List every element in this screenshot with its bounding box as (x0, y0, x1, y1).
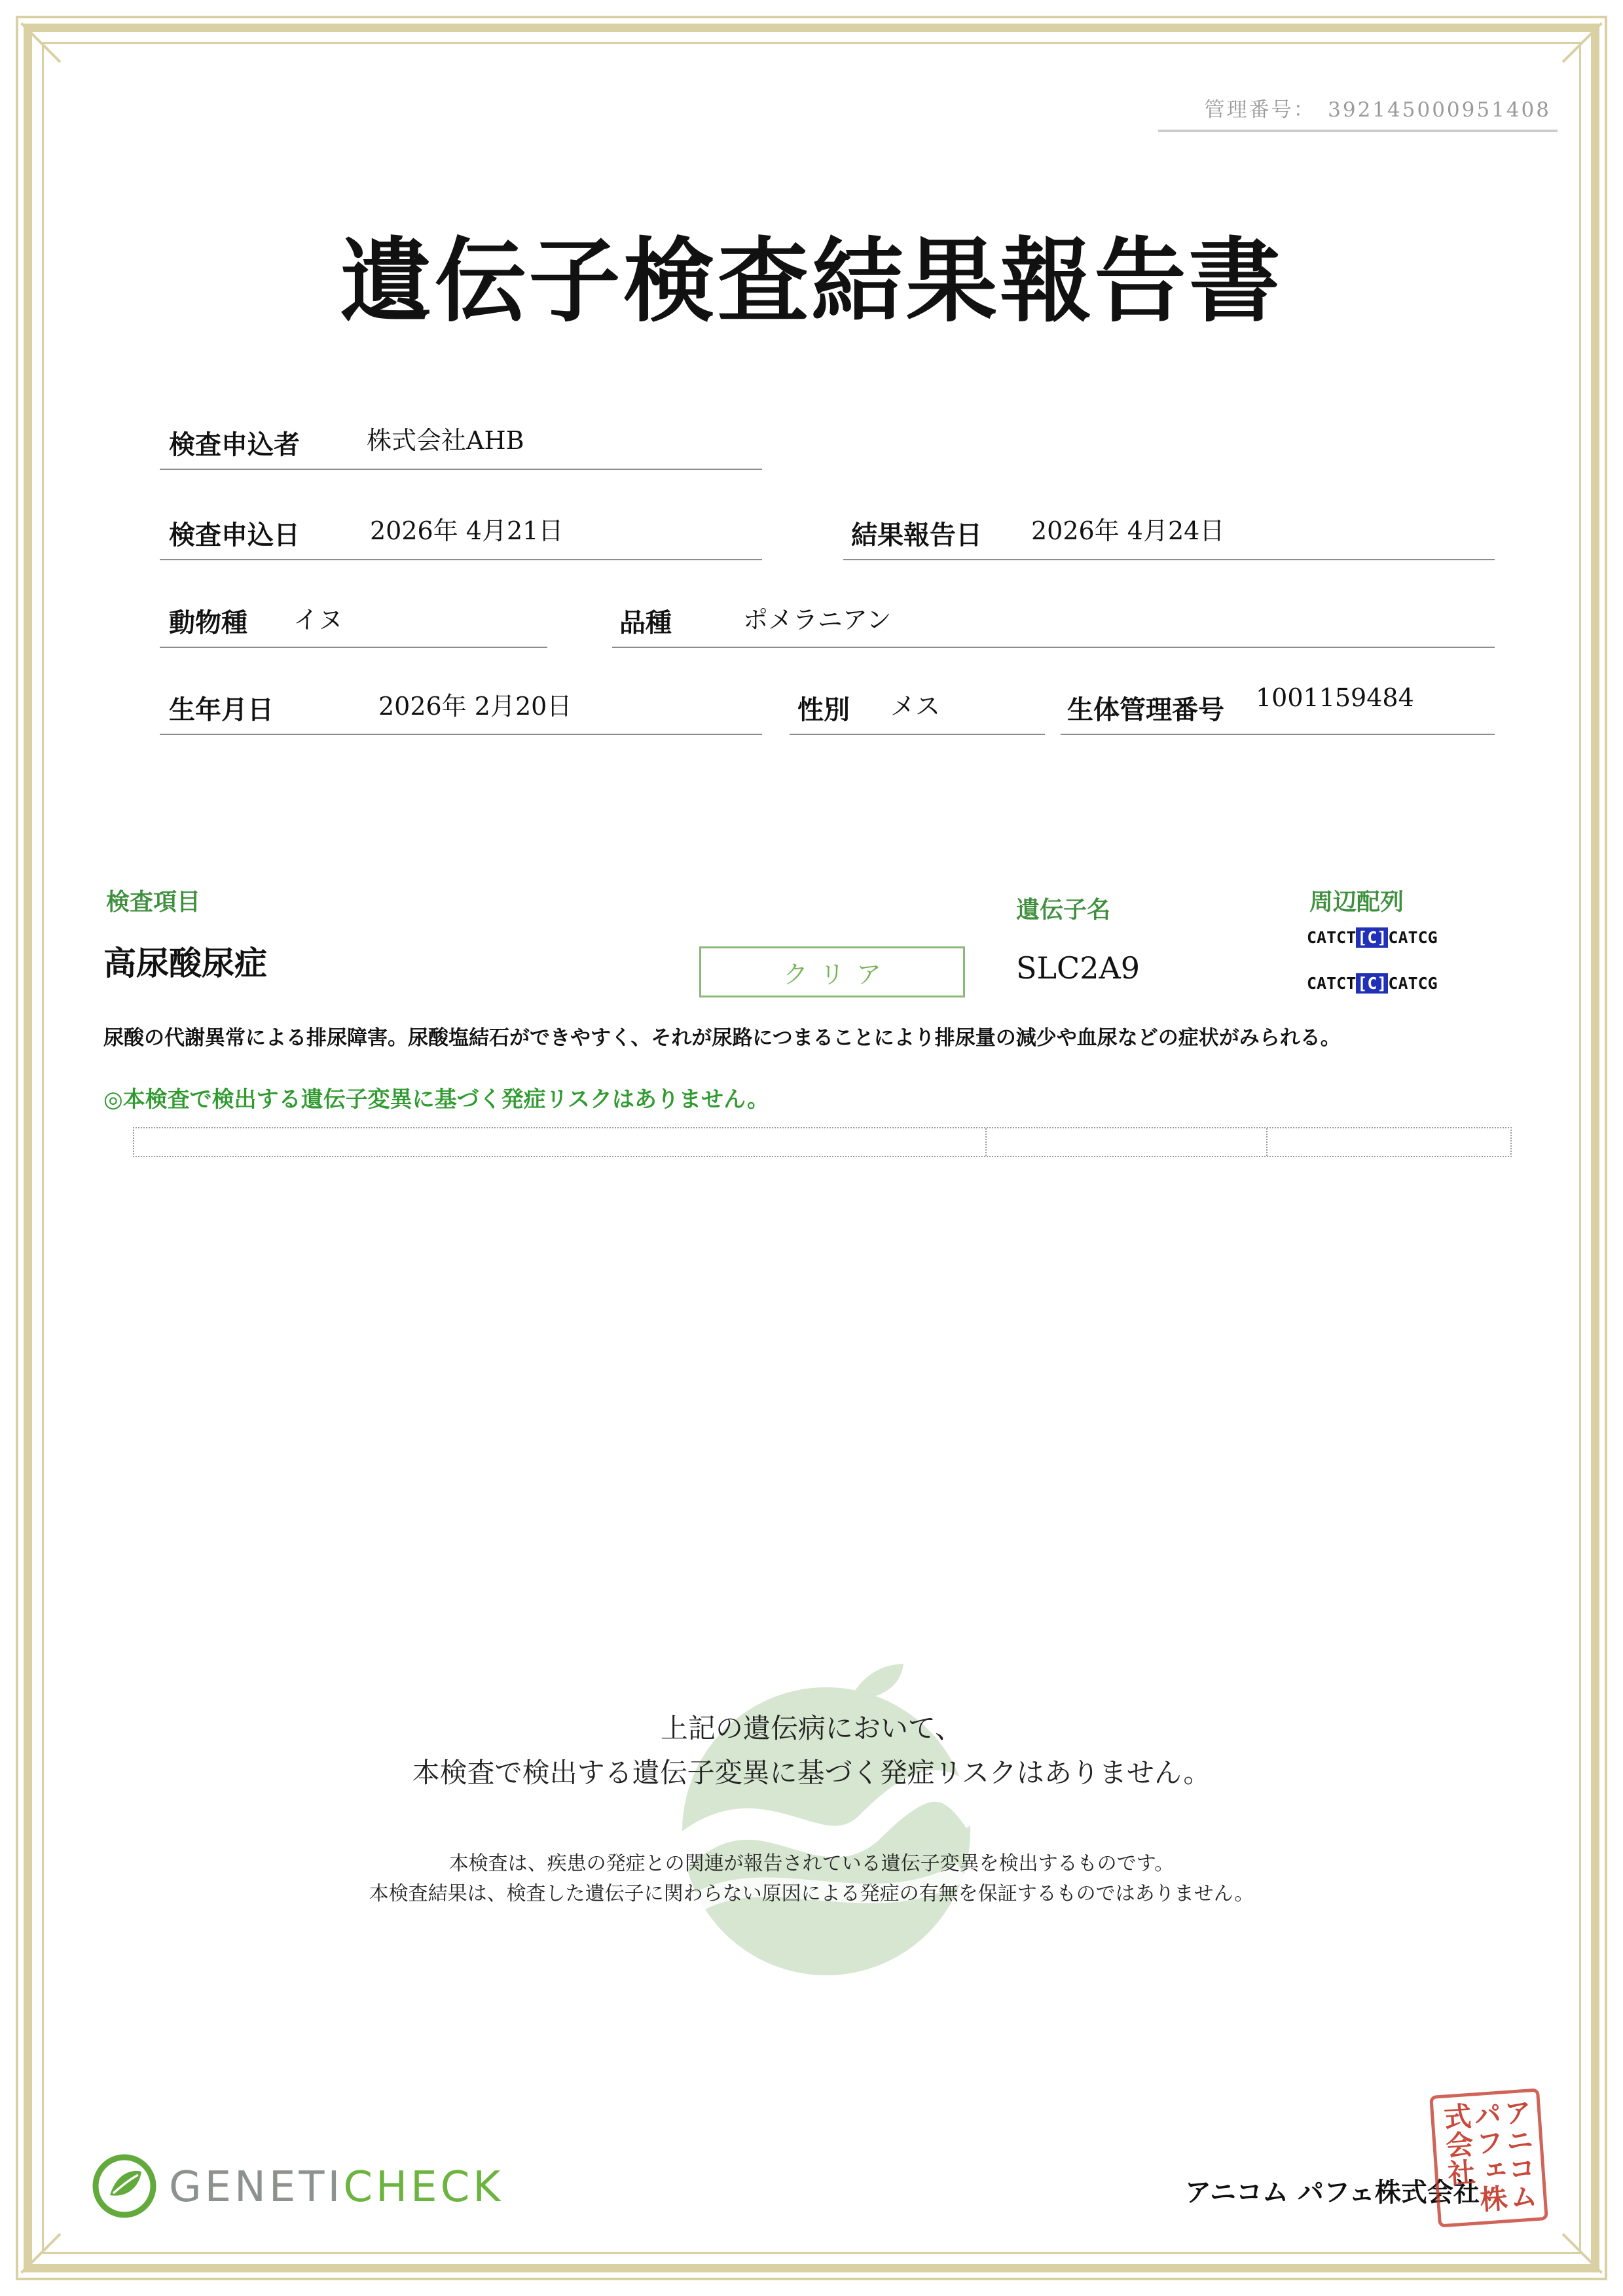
geneticheck-logo (92, 2153, 503, 2221)
apply-date-value: 2026年 4月21日 (370, 516, 564, 545)
sequence-suffix: CATCG (1388, 974, 1438, 993)
frame-corner-ornament (1562, 2233, 1603, 2274)
birth-date-underline (160, 734, 762, 735)
breed-label: 品種 (619, 607, 672, 638)
result-status-text: クリア (782, 960, 893, 989)
strip-divider (985, 1128, 987, 1156)
species-value: イヌ (293, 605, 344, 634)
brand-check: CHECK (343, 2163, 504, 2212)
frame-corner-ornament (1562, 22, 1603, 63)
frame-corner-ornament (20, 22, 61, 63)
result-status-box (699, 946, 965, 997)
sequence-variant: [C] (1357, 974, 1387, 993)
sequence-suffix: CATCG (1388, 928, 1438, 947)
sex-underline (790, 734, 1045, 735)
seal-text: アニコムパフェ株式会社 (1438, 2097, 1539, 2214)
species-underline (160, 647, 547, 648)
summary-line-1: 上記の遺伝病において、 (660, 1712, 963, 1744)
report-date-value: 2026年 4月24日 (1031, 516, 1225, 545)
summary-line-2: 本検査で検出する遺伝子変異に基づく発症リスクはありません。 (412, 1757, 1211, 1789)
breed-underline (612, 647, 1495, 648)
sequence-line-1 (1307, 928, 1438, 947)
sequence-prefix: CATCT (1307, 974, 1357, 993)
species-label: 動物種 (169, 607, 247, 638)
bio-id-label: 生体管理番号 (1067, 694, 1224, 725)
management-number-label: 管理番号： (1204, 98, 1306, 122)
result-detail-strip (133, 1127, 1512, 1157)
applicant-underline (160, 469, 762, 470)
risk-note: ◎本検査で検出する遺伝子変異に基づく発症リスクはありません。 (103, 1086, 770, 1113)
bio-id-value: 1001159484 (1256, 683, 1414, 712)
gene-name-value: SLC2A9 (1016, 950, 1140, 986)
applicant-label: 検査申込者 (169, 429, 300, 460)
apply-date-underline (160, 559, 762, 560)
brand-geneti: GENETI (169, 2163, 344, 2212)
page-title: 遺伝子検査結果報告書 (340, 228, 1283, 335)
company-seal-stamp (1429, 2088, 1548, 2227)
summary-note-2: 本検査結果は、検査した遺伝子に関わらない原因による発症の有無を保証するものではありません。 (369, 1882, 1254, 1905)
gene-name-label: 遺伝子名 (1016, 896, 1111, 924)
strip-divider (1266, 1128, 1267, 1156)
report-date-underline (843, 559, 1495, 560)
report-date-label: 結果報告日 (851, 520, 982, 550)
management-number (1205, 93, 1551, 122)
test-item-label: 検査項目 (106, 888, 201, 916)
summary-note-1: 本検査は、疾患の発症との関連が報告されている遺伝子変異を検出するものです。 (448, 1852, 1175, 1875)
management-number-value: 392145000951408 (1328, 98, 1551, 122)
sex-label: 性別 (797, 694, 850, 725)
disease-name: 高尿酸尿症 (103, 944, 267, 982)
company-name: アニコム パフェ株式会社 (1185, 2177, 1480, 2208)
sequence-line-2 (1307, 974, 1438, 993)
birth-date-label: 生年月日 (169, 694, 274, 725)
birth-date-value: 2026年 2月20日 (378, 692, 572, 721)
sequence-label: 周辺配列 (1309, 888, 1404, 916)
sequence-prefix: CATCT (1307, 928, 1357, 947)
disease-description: 尿酸の代謝異常による排尿障害。尿酸塩結石ができやすく、それが尿路につまることにより排尿量の減少や血尿などの症状がみられる。 (103, 1026, 1341, 1050)
sex-value: メス (890, 692, 941, 721)
sequence-variant: [C] (1357, 928, 1387, 947)
apply-date-label: 検査申込日 (169, 520, 300, 550)
frame-corner-ornament (20, 2233, 61, 2274)
brand-wordmark (169, 2163, 503, 2212)
breed-value: ポメラニアン (743, 605, 892, 634)
leaf-globe-icon (92, 2153, 157, 2221)
management-number-underline (1158, 130, 1558, 132)
bio-id-underline (1061, 734, 1495, 735)
applicant-value: 株式会社AHB (367, 426, 524, 455)
